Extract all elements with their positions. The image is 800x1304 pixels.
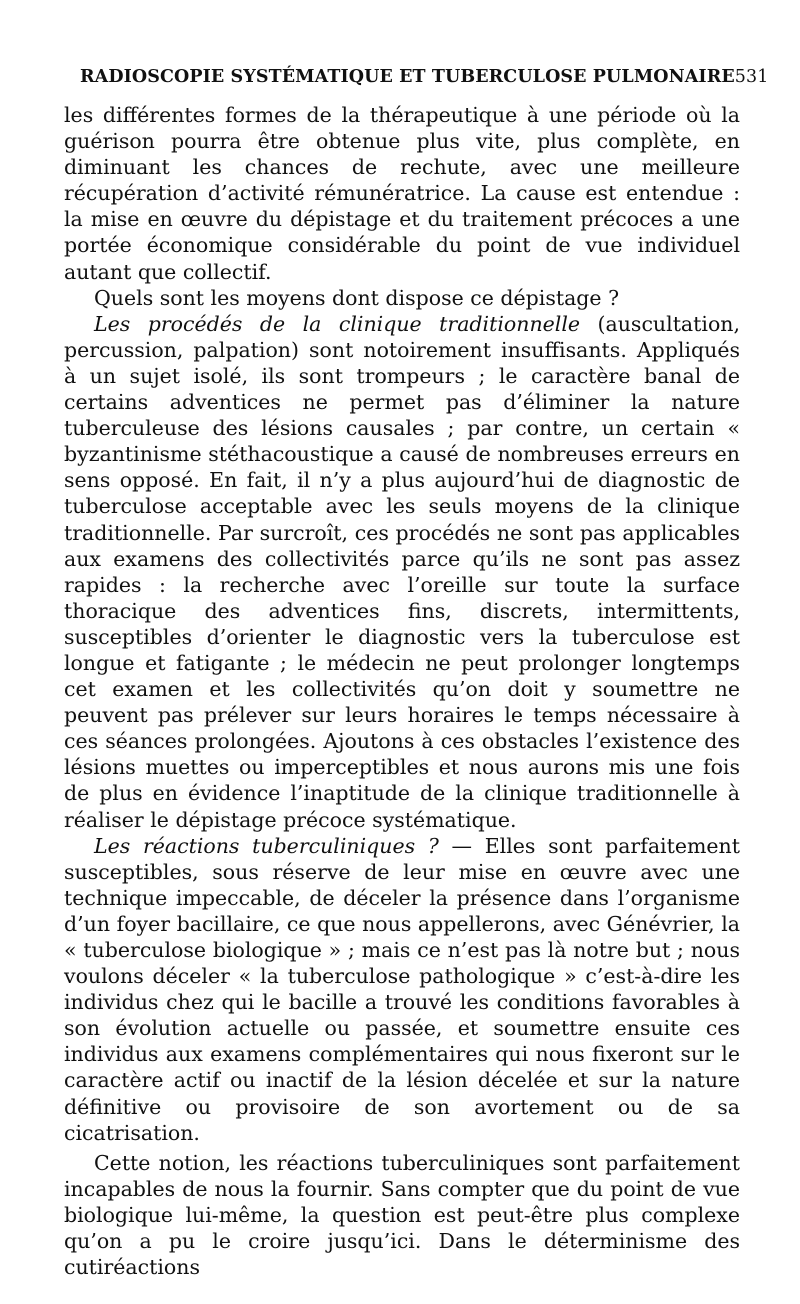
body-text	[64, 102, 740, 1280]
paragraph-1	[64, 102, 740, 285]
paragraph-4-text: — Elles sont parfaitement susceptibles, sous réserve de leur mise en œuvre avec une technique impeccable, de déceler la présence dans l’organisme d’un foyer bacillaire, ce que nous appellerons, avec Génévrier, la « tuberculose biologique » ; mais ce n’est pas là notre but ; nous voulons déceler « la tuberculose pathologique » c’est-à-dire les individus chez qui le bacille a trouvé les conditions favorables à son évolution actuelle ou passée, et soumettre ensuite ces individus aux examens complémentaires qui nous fixeront sur le caractère actif ou inactif de la lésion décelée et sur la nature définitive ou provisoire de son avortement ou de sa cicatrisation.	[64, 833, 740, 1145]
running-header	[80, 60, 769, 102]
page-number: 531	[734, 67, 769, 87]
paragraph-5	[64, 1150, 740, 1280]
paragraph-3	[64, 311, 740, 833]
running-header-title: RADIOSCOPIE SYSTÉMATIQUE ET TUBERCULOSE PULMONAIRE	[80, 67, 735, 87]
paragraph-3-italic-heading: Les procédés de la clinique traditionnelle	[94, 311, 581, 336]
paragraph-4-italic-heading: Les réactions tuberculiniques ?	[94, 833, 439, 858]
paragraph-2-text: Quels sont les moyens dont dispose ce dépistage ?	[94, 285, 620, 310]
paragraph-3-text: (auscultation, percussion, palpation) sont notoirement insuffisants. Appliqués à un sujet isolé, ils sont trompeurs ; le caractère banal de certains adventices ne permet pas d’éliminer la nature tuberculeuse des lésions causales ; par contre, un certain « byzantinisme stéthacoustique a causé de nombreuses erreurs en sens opposé. En fait, il n’y a plus aujourd’hui de diagnostic de tuberculose acceptable avec les seuls moyens de la clinique traditionnelle. Par surcroît, ces procédés ne sont pas applicables aux examens des collectivités parce qu’ils ne sont pas assez rapides : la recherche avec l’oreille sur toute la surface thoracique des adventices fins, discrets, intermittents, susceptibles d’orienter le diagnostic vers la tuberculose est longue et fatigante ; le médecin ne peut prolonger longtemps cet examen et les collectivités qu’on doit y soumettre ne peuvent pas prélever sur leurs horaires le temps nécessaire à ces séances prolongées. Ajoutons à ces obstacles l’existence des lésions muettes ou imperceptibles et nous aurons mis une fois de plus en évidence l’inaptitude de la clinique traditionnelle à réaliser le dépistage précoce systématique.	[64, 311, 741, 832]
document-page	[64, 60, 769, 1280]
paragraph-2	[64, 285, 740, 311]
paragraph-5-text: Cette notion, les réactions tuberculiniques sont parfaitement incapables de nous la fournir. Sans compter que du point de vue biologique lui-même, la question est peut-être plus complexe qu’on a pu le croire jusqu’ici. Dans le déterminisme des cutiréactions	[64, 1150, 740, 1280]
paragraph-4	[64, 833, 740, 1146]
paragraph-1-text: les différentes formes de la thérapeutique à une période où la guérison pourra être obtenue plus vite, plus complète, en diminuant les chances de rechute, avec une meilleure récupération d’activité rémunératrice. La cause est entendue : la mise en œuvre du dépistage et du traitement précoces a une portée économique considérable du point de vue individuel autant que collectif.	[64, 103, 740, 284]
